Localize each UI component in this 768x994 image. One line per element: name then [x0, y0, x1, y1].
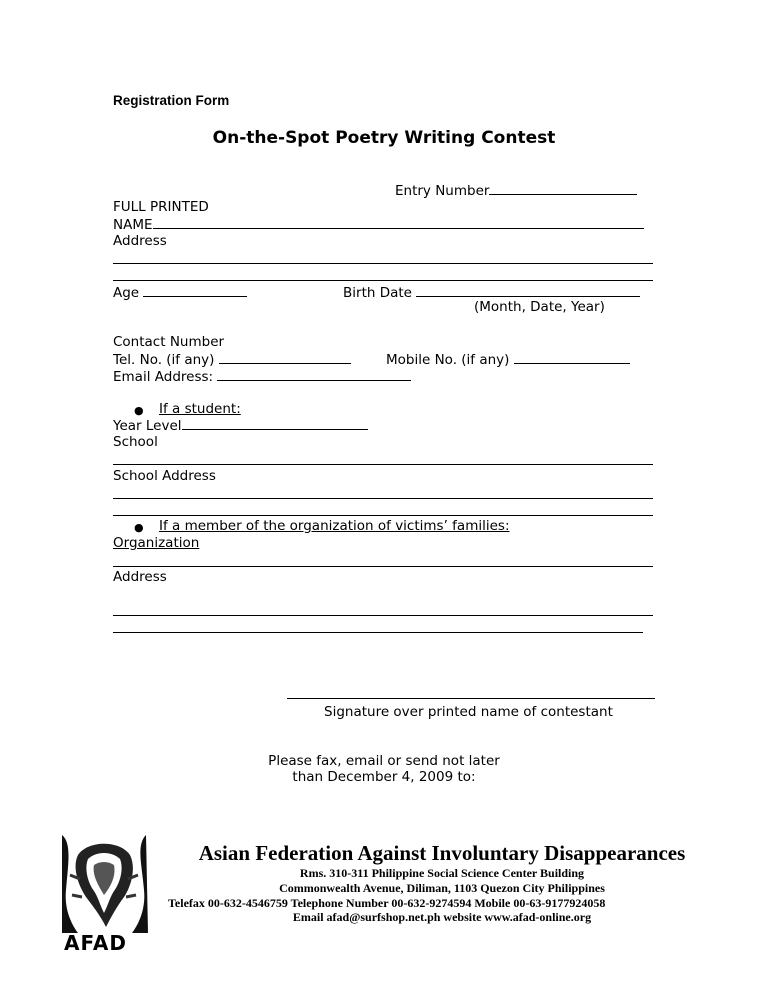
- year-level-row: [113, 417, 368, 434]
- entry-number-row: [395, 182, 637, 199]
- footer-phones: Telefax 00-632-4546759 Telephone Number 00-632-9274594 Mobile 00-63-9177924058: [168, 896, 606, 910]
- student-heading: If a student:: [159, 401, 241, 417]
- age-field[interactable]: [143, 284, 247, 297]
- school-address-line-1[interactable]: [113, 498, 653, 499]
- address-line-2[interactable]: [113, 280, 653, 281]
- school-address-label: School Address: [113, 468, 216, 484]
- document-type-label: Registration Form: [113, 93, 230, 108]
- school-address-line-2[interactable]: [113, 515, 653, 516]
- email-row: [113, 368, 411, 385]
- entry-number-field[interactable]: [489, 182, 637, 195]
- signature-line[interactable]: [287, 698, 655, 699]
- age-row: [113, 284, 247, 301]
- mobile-row: [386, 351, 630, 368]
- address-label: Address: [113, 233, 167, 249]
- member-address-line-2[interactable]: [113, 632, 643, 633]
- tel-field[interactable]: [219, 351, 351, 364]
- member-address-label: Address: [113, 569, 167, 585]
- birth-date-hint: (Month, Date, Year): [474, 299, 605, 315]
- member-heading: If a member of the organization of victims’ families:: [159, 518, 510, 534]
- page-title: On-the-Spot Poetry Writing Contest: [212, 128, 556, 148]
- email-label: Email Address:: [113, 369, 214, 385]
- organization-line[interactable]: [113, 566, 653, 567]
- address-line-1[interactable]: [113, 263, 653, 264]
- birth-date-label: Birth Date: [343, 285, 412, 301]
- footer-email-website: Email afad@surfshop.net.ph website www.afad-online.org: [292, 910, 592, 924]
- tel-label: Tel. No. (if any): [113, 352, 215, 368]
- bullet-icon: ●: [134, 521, 144, 534]
- footer-address-2: Commonwealth Avenue, Diliman, 1103 Quezon City Philippines: [279, 881, 605, 895]
- bullet-icon: ●: [134, 404, 144, 417]
- organization-label: Organization: [113, 535, 200, 551]
- year-level-field[interactable]: [182, 417, 368, 430]
- mobile-label: Mobile No. (if any): [386, 352, 510, 368]
- contact-number-heading: Contact Number: [113, 334, 225, 350]
- school-line[interactable]: [113, 464, 653, 465]
- mobile-field[interactable]: [514, 351, 630, 364]
- tel-row: [113, 351, 351, 368]
- deadline-line-2: than December 4, 2009 to:: [292, 769, 476, 785]
- name-label: NAME: [113, 217, 153, 233]
- school-label: School: [113, 434, 158, 450]
- full-printed-label: FULL PRINTED: [113, 199, 209, 215]
- organization-name: Asian Federation Against Involuntary Disappearances: [198, 841, 686, 865]
- entry-number-label: Entry Number: [395, 183, 490, 199]
- afad-logo-text: AFAD: [64, 931, 127, 955]
- birth-date-field[interactable]: [416, 284, 640, 297]
- name-row: [113, 216, 644, 233]
- footer-address-1: Rms. 310-311 Philippine Social Science Center Building: [299, 866, 585, 880]
- member-address-line-1[interactable]: [113, 615, 653, 616]
- age-label: Age: [113, 285, 140, 301]
- year-level-label: Year Level: [113, 418, 182, 434]
- email-field[interactable]: [217, 368, 411, 381]
- signature-caption: Signature over printed name of contestant: [324, 704, 613, 720]
- name-field[interactable]: [153, 216, 644, 229]
- deadline-line-1: Please fax, email or send not later: [268, 753, 500, 769]
